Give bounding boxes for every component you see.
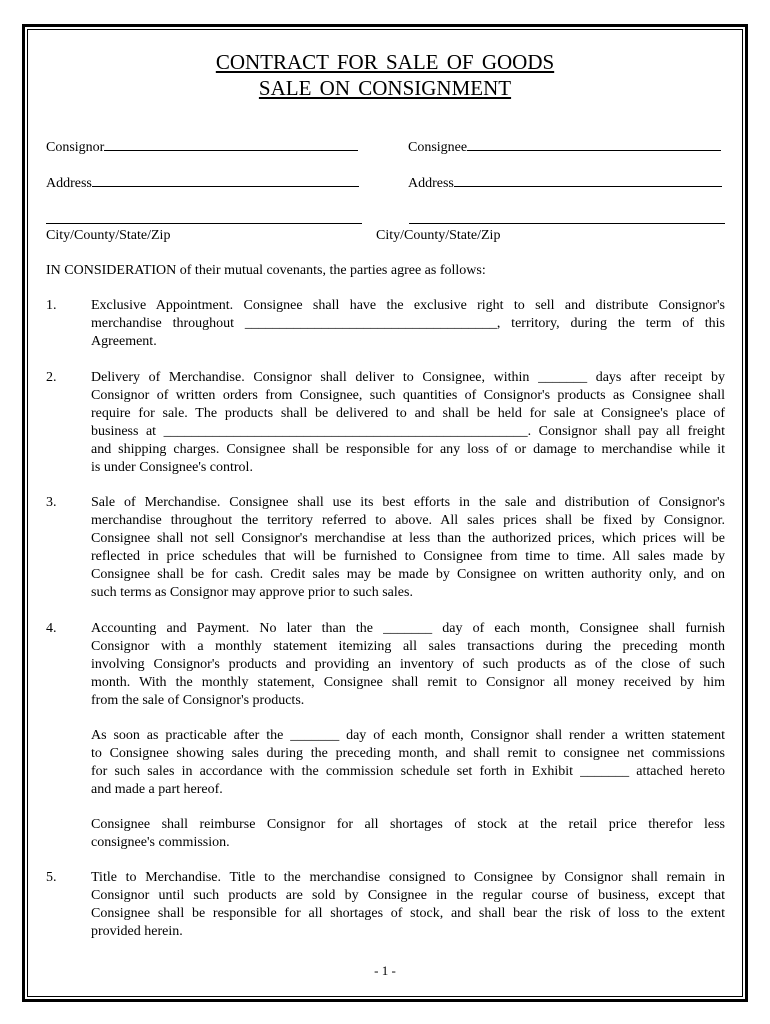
consignee-address-field[interactable] [408, 173, 722, 193]
consignee-address-label: Address [408, 176, 454, 191]
section-4-text [91, 620, 725, 710]
text-line: As soon as practicable after the _______ day of each month, Consignor shall render a written statement [91, 728, 725, 743]
text-line: Title to Merchandise. Title to the merchandise consigned to Consignee by Consignor shall remain in [91, 870, 725, 885]
text-line: Consignee shall be for cash. Credit sales may be made by Consignee on written authority only, and on [91, 567, 725, 582]
text-line: Accounting and Payment. No later than the _______ day of each month, Consignee shall furnish [91, 621, 725, 636]
text-line: Sale of Merchandise. Consignee shall use its best efforts in the sale and distribution of Consignor's [91, 495, 725, 510]
text-line: reflected in price schedules that will be furnished to Consignee from time to time. All sales made by [91, 549, 725, 564]
text-line: provided herein. [91, 924, 183, 939]
document-subtitle: SALE ON CONSIGNMENT [258, 76, 512, 100]
section-1-number: 1. [46, 298, 57, 313]
consignee-label: Consignee [408, 140, 468, 155]
text-line: and shipping charges. Consignee shall be responsible for any loss of or damage to merchandise while it [91, 442, 725, 457]
section-3-text [91, 494, 725, 602]
consignor-city-line[interactable] [46, 223, 362, 224]
text-line: merchandise throughout ____________________________________, territory, during the term of this [91, 316, 725, 331]
text-line: Consignee shall not sell Consignor's merchandise at less than the authorized prices, which prices will be [91, 531, 725, 546]
section-2-number: 2. [46, 370, 57, 385]
text-line: require for sale. The products shall be delivered to and shall be held for sale at Consignee's place of [91, 406, 725, 421]
text-line: involving Consignor's products and providing an inventory of such products as of the close of such [91, 657, 725, 672]
document-title: CONTRACT FOR SALE OF GOODS [215, 50, 555, 74]
text-line: merchandise throughout the territory referred to above. All sales prices shall be fixed by Consignor. [91, 513, 725, 528]
consignor-blank[interactable] [104, 137, 358, 151]
section-5-number: 5. [46, 870, 57, 885]
text-line: Consignor of written orders from Consignee, such quantities of Consignor's products as Consignee shall [91, 388, 725, 403]
consignee-city-label: City/County/State/Zip [376, 228, 501, 243]
text-line: consignee's commission. [91, 835, 230, 850]
section-4-paragraph-2 [91, 727, 725, 799]
consignee-blank[interactable] [467, 137, 721, 151]
intro-text: IN CONSIDERATION of their mutual covenants, the parties agree as follows: [46, 263, 486, 278]
text-line: from the sale of Consignor's products. [91, 693, 305, 708]
text-line: Exclusive Appointment. Consignee shall have the exclusive right to sell and distribute Consignor's [91, 298, 725, 313]
consignor-address-label: Address [46, 176, 92, 191]
section-1-text [91, 297, 725, 351]
text-line: and made a part hereof. [91, 782, 223, 797]
page-number: - 1 - [374, 963, 396, 978]
text-line: Consignor until such products are sold by Consignee in the regular course of business, except that [91, 888, 725, 903]
consignor-address-blank[interactable] [92, 173, 359, 187]
section-5-text [91, 869, 725, 941]
consignee-city-line[interactable] [409, 223, 725, 224]
consignee-field[interactable] [408, 137, 721, 157]
text-line: for such sales in accordance with the commission schedule set forth in Exhibit _______ attached hereto [91, 764, 725, 779]
text-line: to Consignee showing sales during the preceding month, and shall remit to consignee net commissions [91, 746, 725, 761]
section-2-text [91, 369, 725, 477]
text-line: such terms as Consignor may approve prior to such sales. [91, 585, 413, 600]
section-4-number: 4. [46, 621, 57, 636]
section-4-paragraph-3 [91, 816, 725, 852]
text-line: Consignee shall reimburse Consignor for all shortages of stock at the retail price therefor less [91, 817, 725, 832]
consignor-address-field[interactable] [46, 173, 359, 193]
section-3-number: 3. [46, 495, 57, 510]
text-line: Consignor with a monthly statement itemizing all sales transactions during the preceding month [91, 639, 725, 654]
text-line: business at ____________________________________________________. Consignor shall pay all freight [91, 424, 725, 439]
text-line: month. With the monthly statement, Consignee shall remit to Consignor all money received by him [91, 675, 725, 690]
consignor-field[interactable] [46, 137, 358, 157]
text-line: Consignee shall be responsible for all shortages of stock, and shall bear the risk of loss to the extent [91, 906, 725, 921]
text-line: Agreement. [91, 334, 157, 349]
text-line: is under Consignee's control. [91, 460, 253, 475]
text-line: Delivery of Merchandise. Consignor shall deliver to Consignee, within _______ days after receipt by [91, 370, 725, 385]
consignor-label: Consignor [46, 140, 105, 155]
consignee-address-blank[interactable] [454, 173, 722, 187]
consignor-city-label: City/County/State/Zip [46, 228, 171, 243]
